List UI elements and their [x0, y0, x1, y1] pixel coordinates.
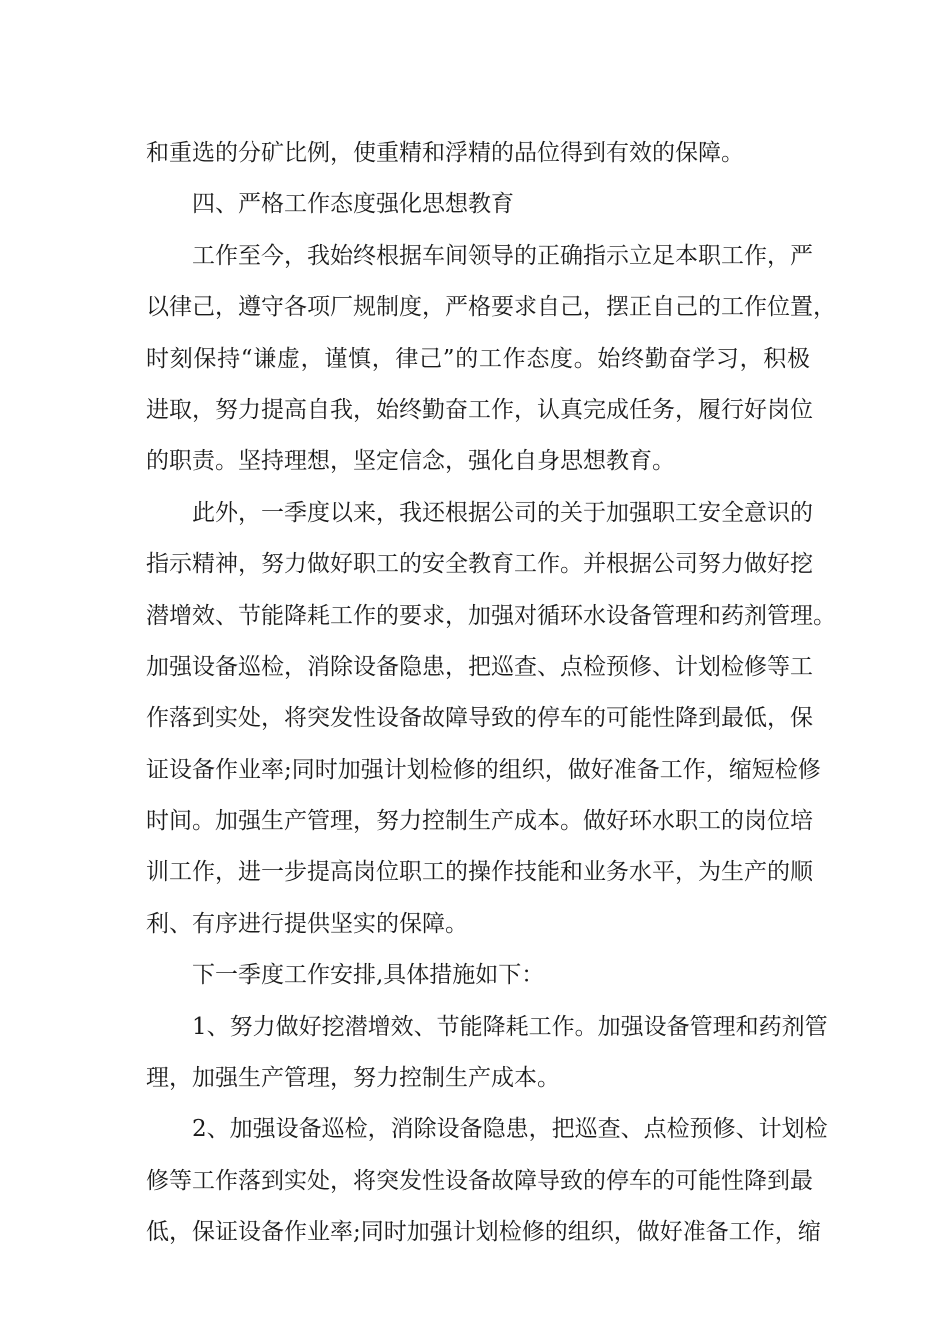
text-line: 加强设备巡检，消除设备隐患，把巡查、点检预修、计划检修等工	[146, 653, 813, 680]
text-line: 以律己，遵守各项厂规制度，严格要求自己，摆正自己的工作位置，	[146, 294, 836, 321]
list-item-2: 2、加强设备巡检，消除设备隐患，把巡查、点检预修、计划检	[192, 1116, 828, 1143]
section-heading: 四、严格工作态度强化思想教育	[192, 191, 514, 218]
text-line: 指示精神，努力做好职工的安全教育工作。并根据公司努力做好挖	[146, 551, 813, 578]
text-line: 时刻保持“谦虚，谨慎，律己”的工作态度。始终勤奋学习，积极	[146, 345, 810, 372]
text-line: 下一季度工作安排,具体措施如下：	[192, 962, 545, 989]
document-body	[146, 128, 836, 1259]
text-line: 低，保证设备作业率;同时加强计划检修的组织，做好准备工作，缩	[146, 1219, 821, 1246]
text-line: 工作至今，我始终根据车间领导的正确指示立足本职工作，严	[192, 242, 813, 269]
list-item-1: 1、努力做好挖潜增效、节能降耗工作。加强设备管理和药剂管	[192, 1013, 828, 1040]
text-line: 的职责。坚持理想，坚定信念，强化自身思想教育。	[146, 448, 675, 475]
text-line: 证设备作业率;同时加强计划检修的组织，做好准备工作，缩短检修	[146, 756, 821, 783]
text-line: 修等工作落到实处，将突发性设备故障导致的停车的可能性降到最	[146, 1167, 813, 1194]
text-line: 潜增效、节能降耗工作的要求，加强对循环水设备管理和药剂管理。	[146, 602, 836, 629]
text-line: 进取，努力提高自我，始终勤奋工作，认真完成任务，履行好岗位	[146, 396, 813, 423]
text-line: 时间。加强生产管理，努力控制生产成本。做好环水职工的岗位培	[146, 808, 813, 835]
text-line: 此外，一季度以来，我还根据公司的关于加强职工安全意识的	[192, 499, 813, 526]
text-line: 作落到实处，将突发性设备故障导致的停车的可能性降到最低，保	[146, 705, 813, 732]
text-line: 和重选的分矿比例，使重精和浮精的品位得到有效的保障。	[146, 140, 744, 166]
text-line: 利、有序进行提供坚实的保障。	[146, 910, 468, 937]
text-line: 训工作，进一步提高岗位职工的操作技能和业务水平，为生产的顺	[146, 859, 813, 886]
text-line: 理，加强生产管理，努力控制生产成本。	[146, 1065, 560, 1092]
